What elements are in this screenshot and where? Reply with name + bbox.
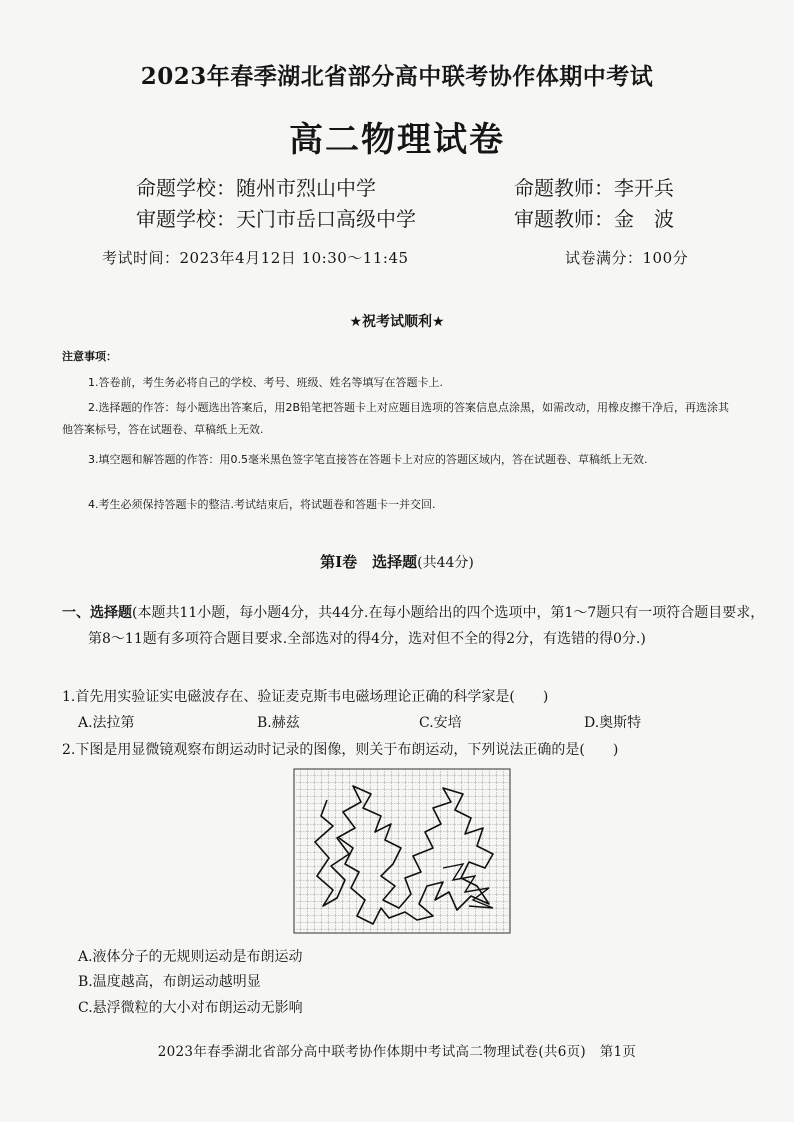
question-2-option-a: A.液体分子的无规则运动是布朗运动 [78,949,303,965]
note-item: 4.考生必须保持答题卡的整洁.考试结束后，将试题卷和答题卡一并交回. [88,498,436,511]
proposer-school: 命题学校：随州市烈山中学 [136,176,376,200]
question-2-option-b: B.温度越高，布朗运动越明显 [78,974,261,990]
notes-title: 注意事项： [62,350,117,363]
reviewer-school: 审题学校：天门市岳口高级中学 [136,207,416,231]
instructions-text: (本题共11小题，每小题4分，共44分.在每小题给出的四个选项中，第1～7题只有一项符合题目要求，第8～11题有多项符合题目要求.全部选对的得4分，选对但不全的得2分，有选错的得0分.) [88,605,765,647]
question-1-option-a: A.法拉第 [78,715,135,731]
reviewer-teacher: 审题教师：金 波 [514,207,674,231]
section-points: (共44分) [417,555,474,571]
exam-subtitle: 高二物理试卷 [289,120,505,160]
question-1-option-c: C.安培 [419,715,462,731]
question-1-option-d: D.奥斯特 [584,715,642,731]
question-1-option-b: B.赫兹 [257,715,300,731]
section-heading [0,551,794,572]
note-item: 1.答卷前，考生务必将自己的学校、考号、班级、姓名等填写在答题卡上. [88,376,443,389]
brownian-motion-figure [293,768,511,934]
section-title: 第Ⅰ卷 选择题 [320,553,418,571]
question-2-option-c: C.悬浮微粒的大小对布朗运动无影响 [78,1000,303,1016]
note-item: 2.选择题的作答：每小题选出答案后，用2B铅笔把答题卡上对应题目选项的答案信息点涂黑，如需改动，用橡皮擦干净后，再选涂其他答案标号，答在试题卷、草稿纸上无效. [62,401,730,436]
exam-time: 考试时间：2023年4月12日 10:30～11:45 [102,249,409,267]
section-instructions [62,600,772,652]
question-2-stem: 2.下图是用显微镜观察布朗运动时记录的图像，则关于布朗运动，下列说法正确的是( ) [62,742,619,758]
page-footer: 2023年春季湖北省部分高中联考协作体期中考试高二物理试卷(共6页) 第1页 [157,1044,637,1060]
figure-grid [294,769,510,933]
full-score: 试卷满分：100分 [565,249,689,267]
good-luck-banner: ★祝考试顺利★ [349,314,445,330]
question-1-stem: 1.首先用实验证实电磁波存在、验证麦克斯韦电磁场理论正确的科学家是( ) [62,689,549,705]
instructions-lead: 一、选择题 [62,605,132,621]
proposer-teacher: 命题教师：李开兵 [514,176,674,200]
note-item: 3.填空题和解答题的作答：用0.5毫米黑色签字笔直接答在答题卡上对应的答题区域内，答在试题卷、草稿纸上无效. [88,453,648,466]
exam-title: 2023年春季湖北省部分高中联考协作体期中考试 [140,63,654,90]
